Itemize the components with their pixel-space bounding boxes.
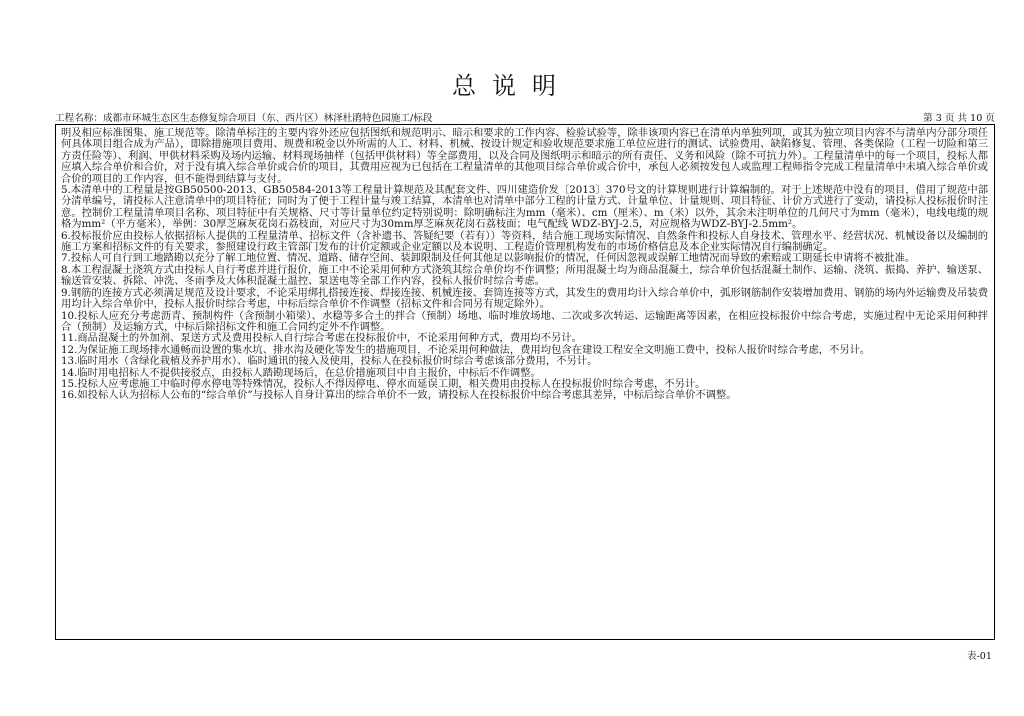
paragraph: 12.为保证施工现场排水通畅而设置的集水坑、排水沟及硬化等发生的措施项目，不论采用何种做法，费用均包含在建设工程安全文明施工费中，投标人报价时综合考虑，不另计。 [61,343,871,356]
paragraph: 11.商品混凝土的外加剂、泵送方式及费用投标人自行综合考虑在投标报价中，不论采用何种方式，费用均不另计。 [61,332,582,345]
paragraph: 16.如投标人认为招标人公布的“综合单价”与投标人自身计算出的综合单价不一致，请投标人在投标报价中综合考虑其差异，中标后综合单价不调整。 [61,389,737,402]
page-number: 第 3 页 共 10 页 [923,113,995,124]
document-title: 总说明 [452,72,572,100]
paragraph: 8.本工程混凝土浇筑方式由投标人自行考虑并进行报价，施工中不论采用何种方式浇筑其综合单价均不作调整；所用混凝土均为商品混凝土，综合单价包括混凝土制作、运输、浇筑、振捣、养护、输送泵、输送管安装、拆除、冲洗、冬雨季及大体积混凝土温控、泵送电等全部工作内容，投标人报价时综合考虑。 [61,263,988,288]
table-number: 表-01 [966,651,992,662]
paragraph: 5.本清单中的工程量是按GB50500-2013、GB50584-2013等工程量计算规范及其配套文件、四川建造价发〔2013〕370号文的计算规则进行计算编制的。对于上述规范中没有的项目，借用了规范中部分清单编号，请投标人注意清单中的项目特征；同时为了便于工程计量与竣工结算，本清单也对清单中部分工程的计量方式、计量单位、计量规则、项目特征、计价方式进行了变动，请投标人投标报价时注意。控制价工程量清单项目名称、项目特征中有关规格、尺寸等计量单位约定特别说明：除明确标注为mm（毫米）、cm（厘米）、m（米）以外，其余未注明单位的几何尺寸为mm（毫米），电线电缆的规格为mm²（平方毫米），举例：30厚芝麻灰花岗石荔枝面，对应尺寸为30mm厚芝麻灰花岗石荔枝面；电气配线 WDZ-BYJ-2.5，对应规格为WDZ-BYJ-2.5mm²。 [61,184,988,231]
content-box [55,124,995,640]
header-row [55,110,995,124]
paragraph: 9.钢筋的连接方式必须满足规范及设计要求，不论采用绑扎搭接连接、焊接连接、机械连接、套筒连接等方式，其发生的费用均计入综合单价中，弧形钢筋制作安装增加费用、钢筋的场内外运输费及吊装费用均计入综合单价中，投标人报价时综合考虑，中标后综合单价不作调整（招标文件和合同另有规定除外）。 [61,286,988,311]
project-name: 工程名称：成都市环城生态区生态修复综合项目（东、西片区）林泽杜鹃特色园施工/标段 [55,113,433,124]
content-body [56,125,994,402]
paragraph: 14.临时用电招标人不提供接驳点，由投标人踏勘现场后，在总价措施项目中自主报价，中标后不作调整。 [61,366,541,379]
paragraph: 7.投标人可自行到工地踏勘以充分了解工地位置、情况、道路、储存空间、装卸限制及任何其他足以影响报价的情况，任何因忽视或误解工地情况而导致的索赔或工期延长申请将不被批准。 [61,252,916,265]
paragraph: 10.投标人应充分考虑沥青、预制构件（含预制小箱梁）、水稳等多合土的拌合（预制）场地、临时堆放场地、二次或多次转运、运输距离等因素，在相应投标报价中综合考虑，实施过程中无论采用何种拌合（预制）及运输方式，中标后除招标文件和施工合同约定外不作调整。 [61,309,988,333]
paragraph: 6.投标报价应由投标人依据招标人提供的工程量清单、招标文件（含补遗书、答疑纪要（若有））等资料，结合施工现场实际情况、自然条件和投标人自身技术、管理水平、经营状况、机械设备以及编制的施工方案和招标文件的有关要求，参照建设行政主管部门发布的计价定额或企业定额以及本说明、工程造价管理机构发布的市场价格信息及本企业实际情况自行编制确定。 [61,229,988,254]
paragraph: 13.临时用水（含绿化栽植及养护用水）、临时通讯的接入及使用，投标人在投标报价时综合考虑该部分费用，不另计。 [61,355,598,368]
paragraph: 15.投标人应考虑施工中临时停水停电等特殊情况，投标人不得因停电、停水而延误工期，相关费用由投标人在投标报价时综合考虑，不另计。 [61,377,706,390]
paragraph: 明及相应标准图集、施工规范等。除清单标注的主要内容外还应包括图纸和规范明示、暗示和要求的工作内容、检验试验等，除非该项内容已在清单内单独列项，或其为独立项目内容不与清单内分部分项任何具体项目组合成为产品），即除措施项目费用、规费和税金以外所需的人工、材料、机械、按设计规定和验收规范要求施工单位应进行的测试、试验费用、缺陷修复、管理、各类保险（工程一切险和第三方责任险等）、利润、甲供材料采购及场内运输、材料现场抽样（包括甲供材料）等全部费用，以及合同及图纸明示和暗示的所有责任、义务和风险（除不可抗力外）。工程量清单中的每一个项目，投标人都应填入综合单价和合价，对于没有填入综合单价或合价的项目，其费用应视为已包括在工程量清单的其他项目综合单价或合价中，承包人必须按发包人或监理工程师指令完成工程量清单中未填入综合单价或合价的项目的工作内容，但不能得到结算与支付。 [61,127,988,185]
